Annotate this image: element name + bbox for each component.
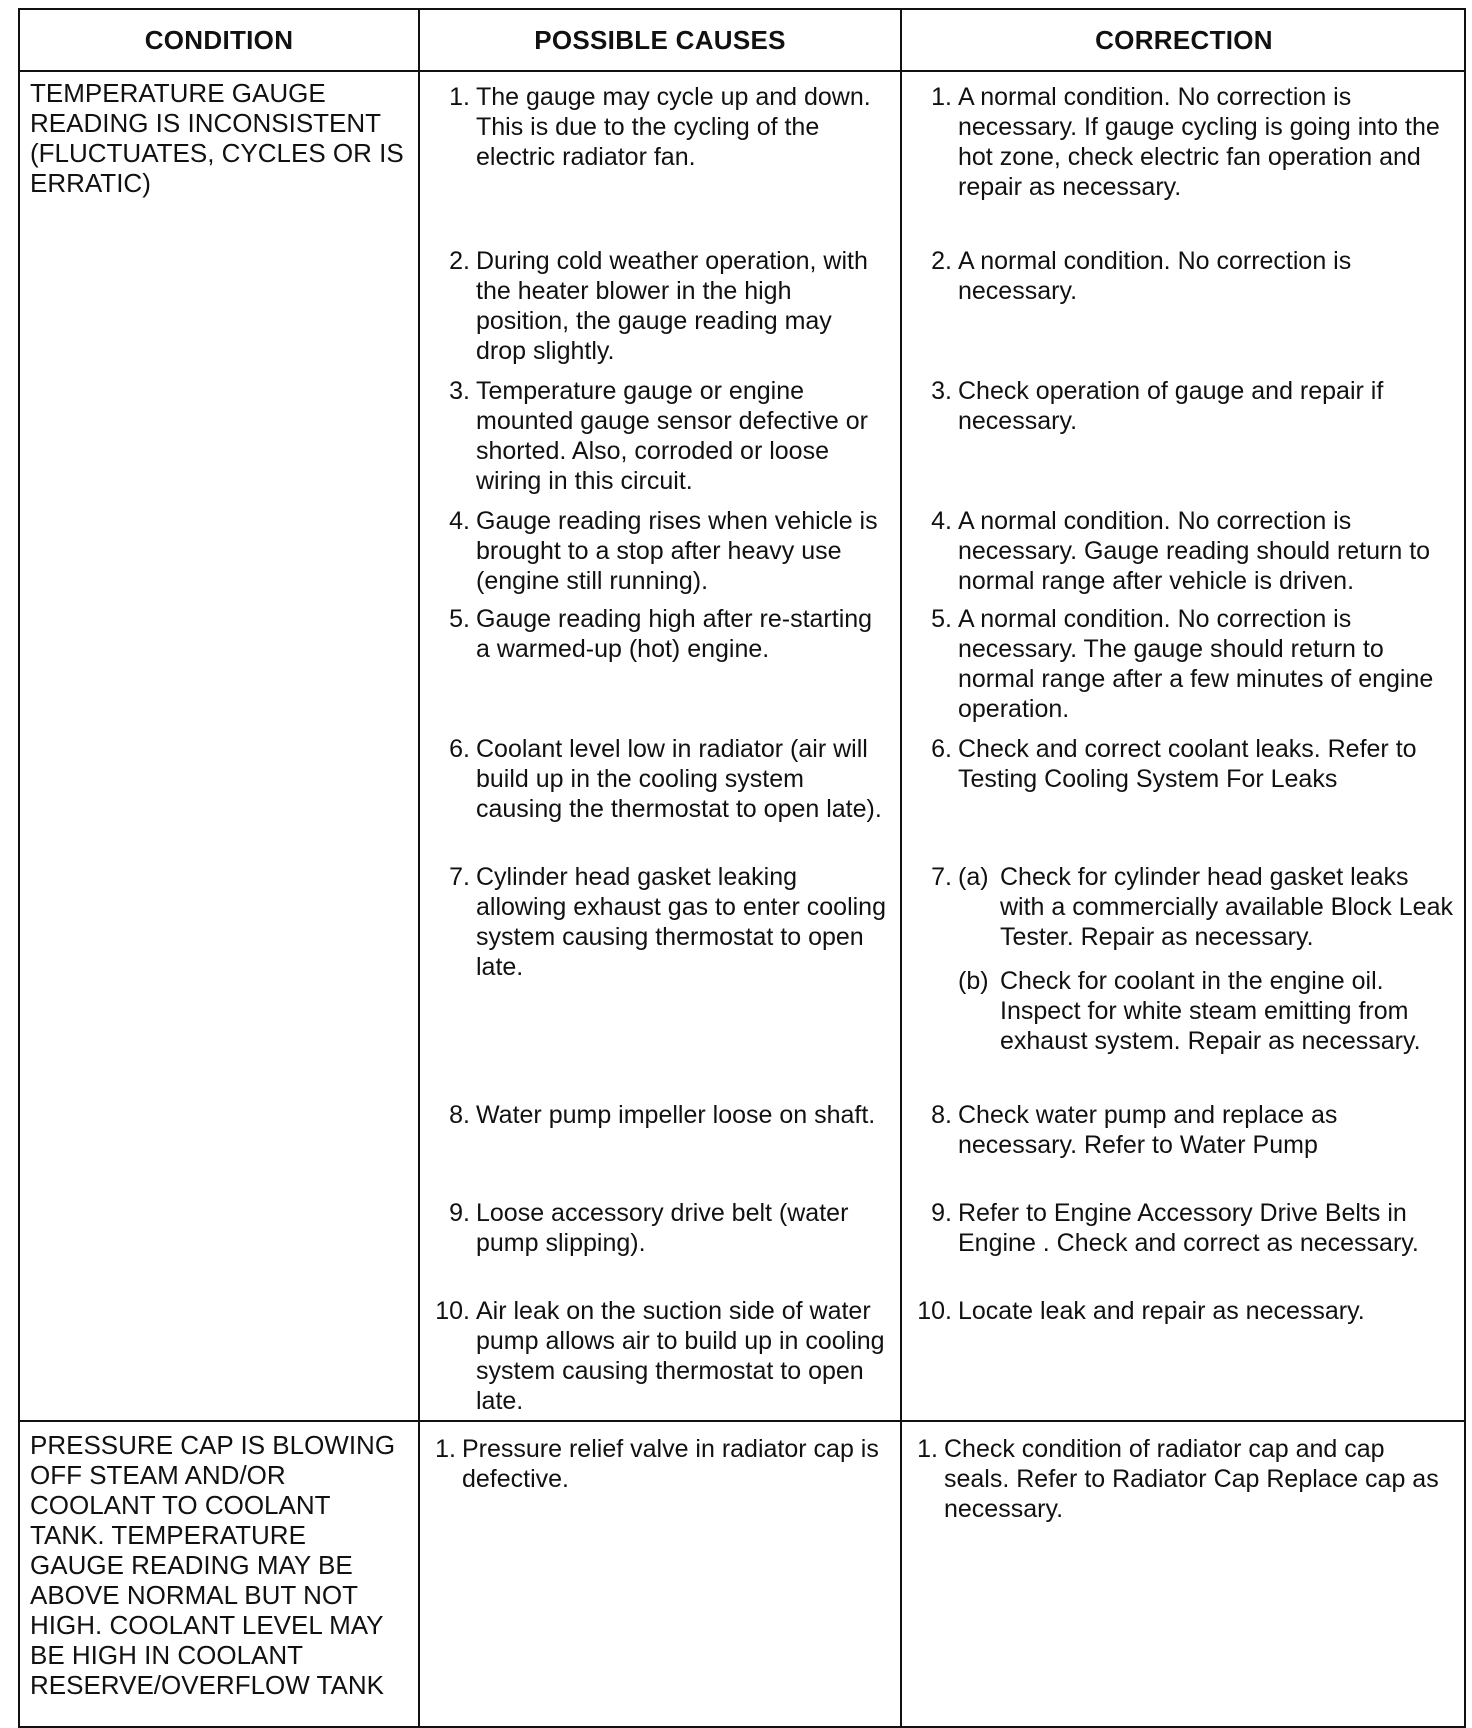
header-divider — [20, 70, 1464, 72]
column-divider — [418, 10, 420, 1726]
column-divider — [900, 10, 902, 1726]
header-condition: CONDITION — [144, 24, 294, 55]
row-divider — [20, 1420, 1464, 1422]
condition-text: TEMPERATURE GAUGE READING IS INCONSISTENT (FLUCTUATES, CYCLES OR IS ERRATIC) — [30, 78, 404, 198]
condition-text: PRESSURE CAP IS BLOWING OFF STEAM AND/OR COOLANT TO COOLANT TANK. TEMPERATURE GAUGE READING MAY BE ABOVE NORMAL BUT NOT HIGH. COOLANT LEVEL MAY BE HIGH IN COOLANT RESERVE/OVERFLOW TANK — [30, 1430, 396, 1700]
diagnosis-table: CONDITION POSSIBLE CAUSES CORRECTION TEMPERATURE GAUGE READING IS INCONSISTENT (FLUCTUATES, CYCLES OR IS ERRATIC) 1. The gauge may cycle up and down. This is due to the cycling of the electric radiator fan. 2. During cold weather operation, with the heater blower in the high position, the gauge reading may drop slightly. 3. Temperature gauge or engine mounted gauge sensor defective or shorted. Also, corroded or loose wiring in this circuit. 4. Gauge reading rises when vehicle is brought to a stop after heavy use (engine still running). 5. Gauge reading high after re-starting a warmed-up (hot) engine. 6. Coolant level low in radiator (air will build up in the cooling system causing the thermostat to open late). 7. Cylinder head gasket leaking allowing exhaust gas to enter cooling system causing thermostat to open late. 8. Water pump impeller loose on shaft. 9. Loose accessory drive belt (water pump slipping). 10. Air leak on the suction side of water pump allows air to build up in cooling system causing thermostat to open late. 1. A normal condition. No correction is necessary. If gauge cycling is going into the hot zone, check electric fan operation and repair as necessary. 2. A normal condition. No correction is necessary. 3. Check operation of gauge and repair if necessary. 4. A normal condition. No correction is necessary. Gauge reading should return to normal range after vehicle is driven. 5. A normal condition. No correction is necessary. The gauge should return to normal range after a few minutes of engine operation. 6. Check and correct coolant leaks. Refer to Testing Cooling System For Leaks 7. (a) Check for cylinder head gasket leaks with a commercially available Block Leak Tester. Repair as necessary. (b) Check for coolant in the engine oil. Inspect for white steam emitting from exhaust system. Repair as necessary. 8. Check water pump and replace as necessary. Refer to Water Pump 9. Refer to Engine Accessory Drive Belts in Engine . Check and correct as necessary. 10. Locate leak and repair as necessary. PRESSURE CAP IS BLOWING OFF STEAM AND/OR COOLANT TO COOLANT TANK. TEMPERATURE GAUGE READING MAY BE ABOVE NORMAL BUT NOT HIGH. COOLANT LEVEL MAY BE HIGH IN COOLANT RESERVE/OVERFLOW TANK 1. Pressure relief valve in radiator cap is defective. 1. Check condition of radiator cap and cap seals. Refer to Radiator Cap Replace cap as necessary. — [18, 8, 1466, 1728]
header-possible-causes: POSSIBLE CAUSES — [534, 24, 786, 55]
header-correction: CORRECTION — [1095, 24, 1273, 55]
